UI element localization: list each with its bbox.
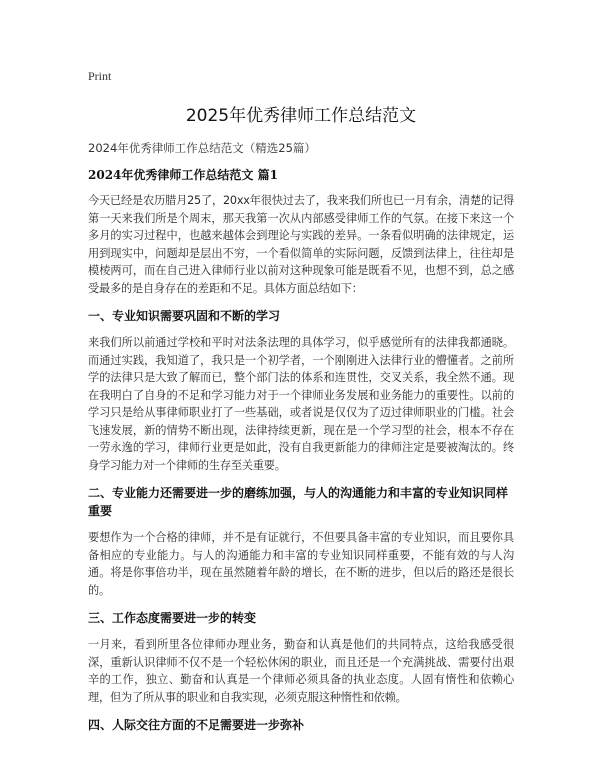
print-label[interactable]: Print xyxy=(88,69,112,83)
section-paragraph: 来我们所以前通过学校和平时对法条法理的具体学习，似乎感觉所有的法律我都通晓。而通过实践，我知道了，我只是一个初学者，一个刚刚进入法律行业的懵懂者。之前所学的法律只是大致了解而已，整个部门法的体系和连贯性，交叉关系，我全然不通。现在我明白了自身的不足和学习能力对于一个律师业务发展和业务能力的重要性。以前的学习只是给从事律师职业打了一些基础，或者说是仅仅为了迈过律师职业的门槛。社会飞速发展，新的情势不断出现，法律持续更新，现在是一个学习型的社会，根本不存在一劳永逸的学习，律师行业更是如此，没有自我更新能力的律师注定是要被淘汰的。终身学习能力对一个律师的生存至关重要。 xyxy=(88,336,514,472)
section-heading: 二、专业能力还需要进一步的磨练加强，与人的沟通能力和丰富的专业知识同样重要 xyxy=(88,486,509,518)
document-title: 2025年优秀律师工作总结范文 xyxy=(185,106,417,126)
article-heading: 2024年优秀律师工作总结范文 篇1 xyxy=(88,168,278,182)
section-paragraph: 要想作为一个合格的律师，并不是有证就行，不但要具备丰富的专业知识，而且要你具备相应的专业能力。与人的沟通能力和丰富的专业知识同样重要，不能有效的与人沟通。将是你事倍功半，现在虽然随着年龄的增长，在不断的进步，但以后的路还是很长的。 xyxy=(88,531,514,597)
section-paragraph: 一月来，看到所里各位律师办理业务，勤奋和认真是他们的共同特点，这给我感受很深，重新认识律师不仅不是一个轻松休闲的职业，而且还是一个充满挑战、需要付出艰辛的工作，独立、勤奋和认真是一个律师必须具备的执业态度。人固有惰性和依赖心理，但为了所从事的职业和自我实现，必须克服这种惰性和依赖。 xyxy=(88,638,514,704)
intro-paragraph: 今天已经是农历腊月25了，20xx年很快过去了，我来我们所也已一月有余，清楚的记得第一天来我们所是个周末，那天我第一次从内部感受律师工作的气氛。在接下来这一个多月的实习过程中，也越来越体会到理论与实践的差异。一条看似明确的法律规定，运用到现实中，问题却是层出不穷，一个看似简单的实际问题，反馈到法律上，往往却是模棱两可，而在自己进入律师行业以前对这种现象可能是既看不见，也想不到，总之感受最多的是自身存在的差距和不足。具体方面总结如下： xyxy=(88,194,514,295)
section-heading: 一、专业知识需要巩固和不断的学习 xyxy=(88,309,281,323)
document-subtitle: 2024年优秀律师工作总结范文（精选25篇） xyxy=(88,141,316,155)
document-page xyxy=(88,68,514,743)
section-heading: 三、工作态度需要进一步的转变 xyxy=(88,611,257,625)
section-heading: 四、人际交往方面的不足需要进一步弥补 xyxy=(88,718,305,732)
